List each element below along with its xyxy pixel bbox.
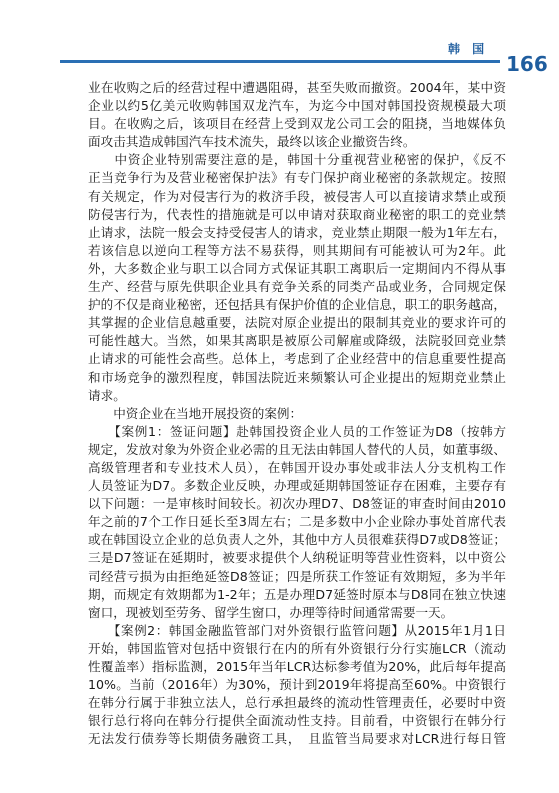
section-title: 韩 国 xyxy=(448,42,489,56)
text-line: 【案例2：韩国金融监管部门对外资银行监管问题】从2015年1月1日 xyxy=(88,622,506,638)
text-line: 窗口，现被划至劳务、留学生窗口，办理等待时间通常需要一天。 xyxy=(88,604,454,620)
text-line: 三是D7签证在延期时，被要求提供个人纳税证明等营业性资料，以中资公 xyxy=(88,550,506,566)
text-line: 【案例1：签证问题】赴韩国投资企业人员的工作签证为D8（按韩方 xyxy=(88,423,506,439)
text-line: 开始，韩国监管对包括中资银行在内的所有外资银行分行实施LCR（流动 xyxy=(88,640,506,656)
text-line: 有关规定，作为对侵害行为的救济手段，被侵害人可以直接请求禁止或预 xyxy=(88,188,506,204)
text-line: 期，而规定有效期都为1-2年；五是办理D7延签时原本与D8同在独立快速 xyxy=(88,586,506,602)
text-line: 司经营亏损为由拒绝延签D8签证；四是所获工作签证有效期短，多为半年 xyxy=(88,568,506,584)
text-line: 人员签证为D7。多数企业反映，办理或延期韩国签证存在困难，主要存有 xyxy=(88,478,506,494)
text-line: 和市场竞争的激烈程度，韩国法院近来频繁认可企业提出的短期竞业禁止 xyxy=(88,369,506,385)
text-line: 请求。 xyxy=(88,387,126,403)
text-line: 正当竞争行为及营业秘密保护法》有专门保护商业秘密的条款规定。按照 xyxy=(88,170,506,186)
text-line: 银行总行将向在韩分行提供全面流动性支持。目前看，中资银行在韩分行 xyxy=(88,713,506,729)
text-line: 以下问题：一是审核时间较长。初次办理D7、D8签证的审查时间由2010 xyxy=(88,496,506,512)
text-line: 止请求，法院一般会支持受侵害人的请求，竞业禁止期限一般为1年左右， xyxy=(88,224,506,240)
text-line: 高级管理者和专业技术人员），在韩国开设办事处或非法人分支机构工作 xyxy=(88,459,506,475)
page-number: 166 xyxy=(506,52,548,76)
text-line: 年之前的7个工作日延长至3周左右；二是多数中小企业除办事处首席代表 xyxy=(88,514,506,530)
text-line: 外，大多数企业与职工以合同方式保证其职工离职后一定期间内不得从事 xyxy=(88,260,506,276)
text-line: 10%。当前（2016年）为30%，预计到2019年将提高至60%。中资银行 xyxy=(88,677,506,693)
text-line: 防侵害行为，代表性的措施就是可以申请对获取商业秘密的职工的竞业禁 xyxy=(88,206,506,222)
text-line: 其掌握的企业信息越重要，法院对原企业提出的限制其竞业的要求许可的 xyxy=(88,315,506,331)
header-rule xyxy=(60,60,500,63)
text-line: 或在韩国设立企业的总负责人之外，其他中方人员很难获得D7或D8签证； xyxy=(88,532,506,548)
text-line: 面攻击其造成韩国汽车技术流失，最终以该企业撤资告终。 xyxy=(88,134,416,150)
text-line: 护的不仅是商业秘密，还包括具有保护价值的企业信息，职工的职务越高， xyxy=(88,297,506,313)
text-line: 业在收购之后的经营过程中遭遇阻碍，甚至失败而撤资。2004年，某中资 xyxy=(88,80,506,95)
text-line: 规定，发放对象为外资企业必需的且无法由韩国人替代的人员，如董事级、 xyxy=(88,441,506,457)
text-line: 性覆盖率）指标监测，2015年当年LCR达标参考值为20%，此后每年提高 xyxy=(88,659,506,674)
text-line: 若该信息以逆向工程等方法不易获得，则其期间有可能被认可为2年。此 xyxy=(88,242,506,258)
text-line: 企业以约5亿美元收购韩国双龙汽车，为迄今中国对韩国投资规模最大项 xyxy=(88,98,506,114)
text-line: 目。在收购之后，该项目在经营上受到双龙公司工会的阻挠，当地媒体负 xyxy=(88,116,506,132)
text-line: 生产、经营与原先供职企业具有竞争关系的同类产品或业务，合同规定保 xyxy=(88,279,506,295)
body-text xyxy=(88,79,506,748)
text-line: 中资企业特别需要注意的是，韩国十分重视营业秘密的保护，《反不 xyxy=(88,152,506,168)
text-line: 在韩分行属于非独立法人，总行承担最终的流动性管理责任，必要时中资 xyxy=(88,695,506,711)
text-line: 无法发行债券等长期债务融资工具， 且监管当局要求对LCR进行每日管 xyxy=(88,731,506,747)
text-line: 可能性越大。当然，如果其离职是被原公司解雇或降级，法院驳回竞业禁 xyxy=(88,333,506,349)
text-line: 止请求的可能性会高些。总体上，考虑到了企业经营中的信息重要性提高 xyxy=(88,351,506,367)
text-line: 中资企业在当地开展投资的案例： xyxy=(88,405,303,421)
